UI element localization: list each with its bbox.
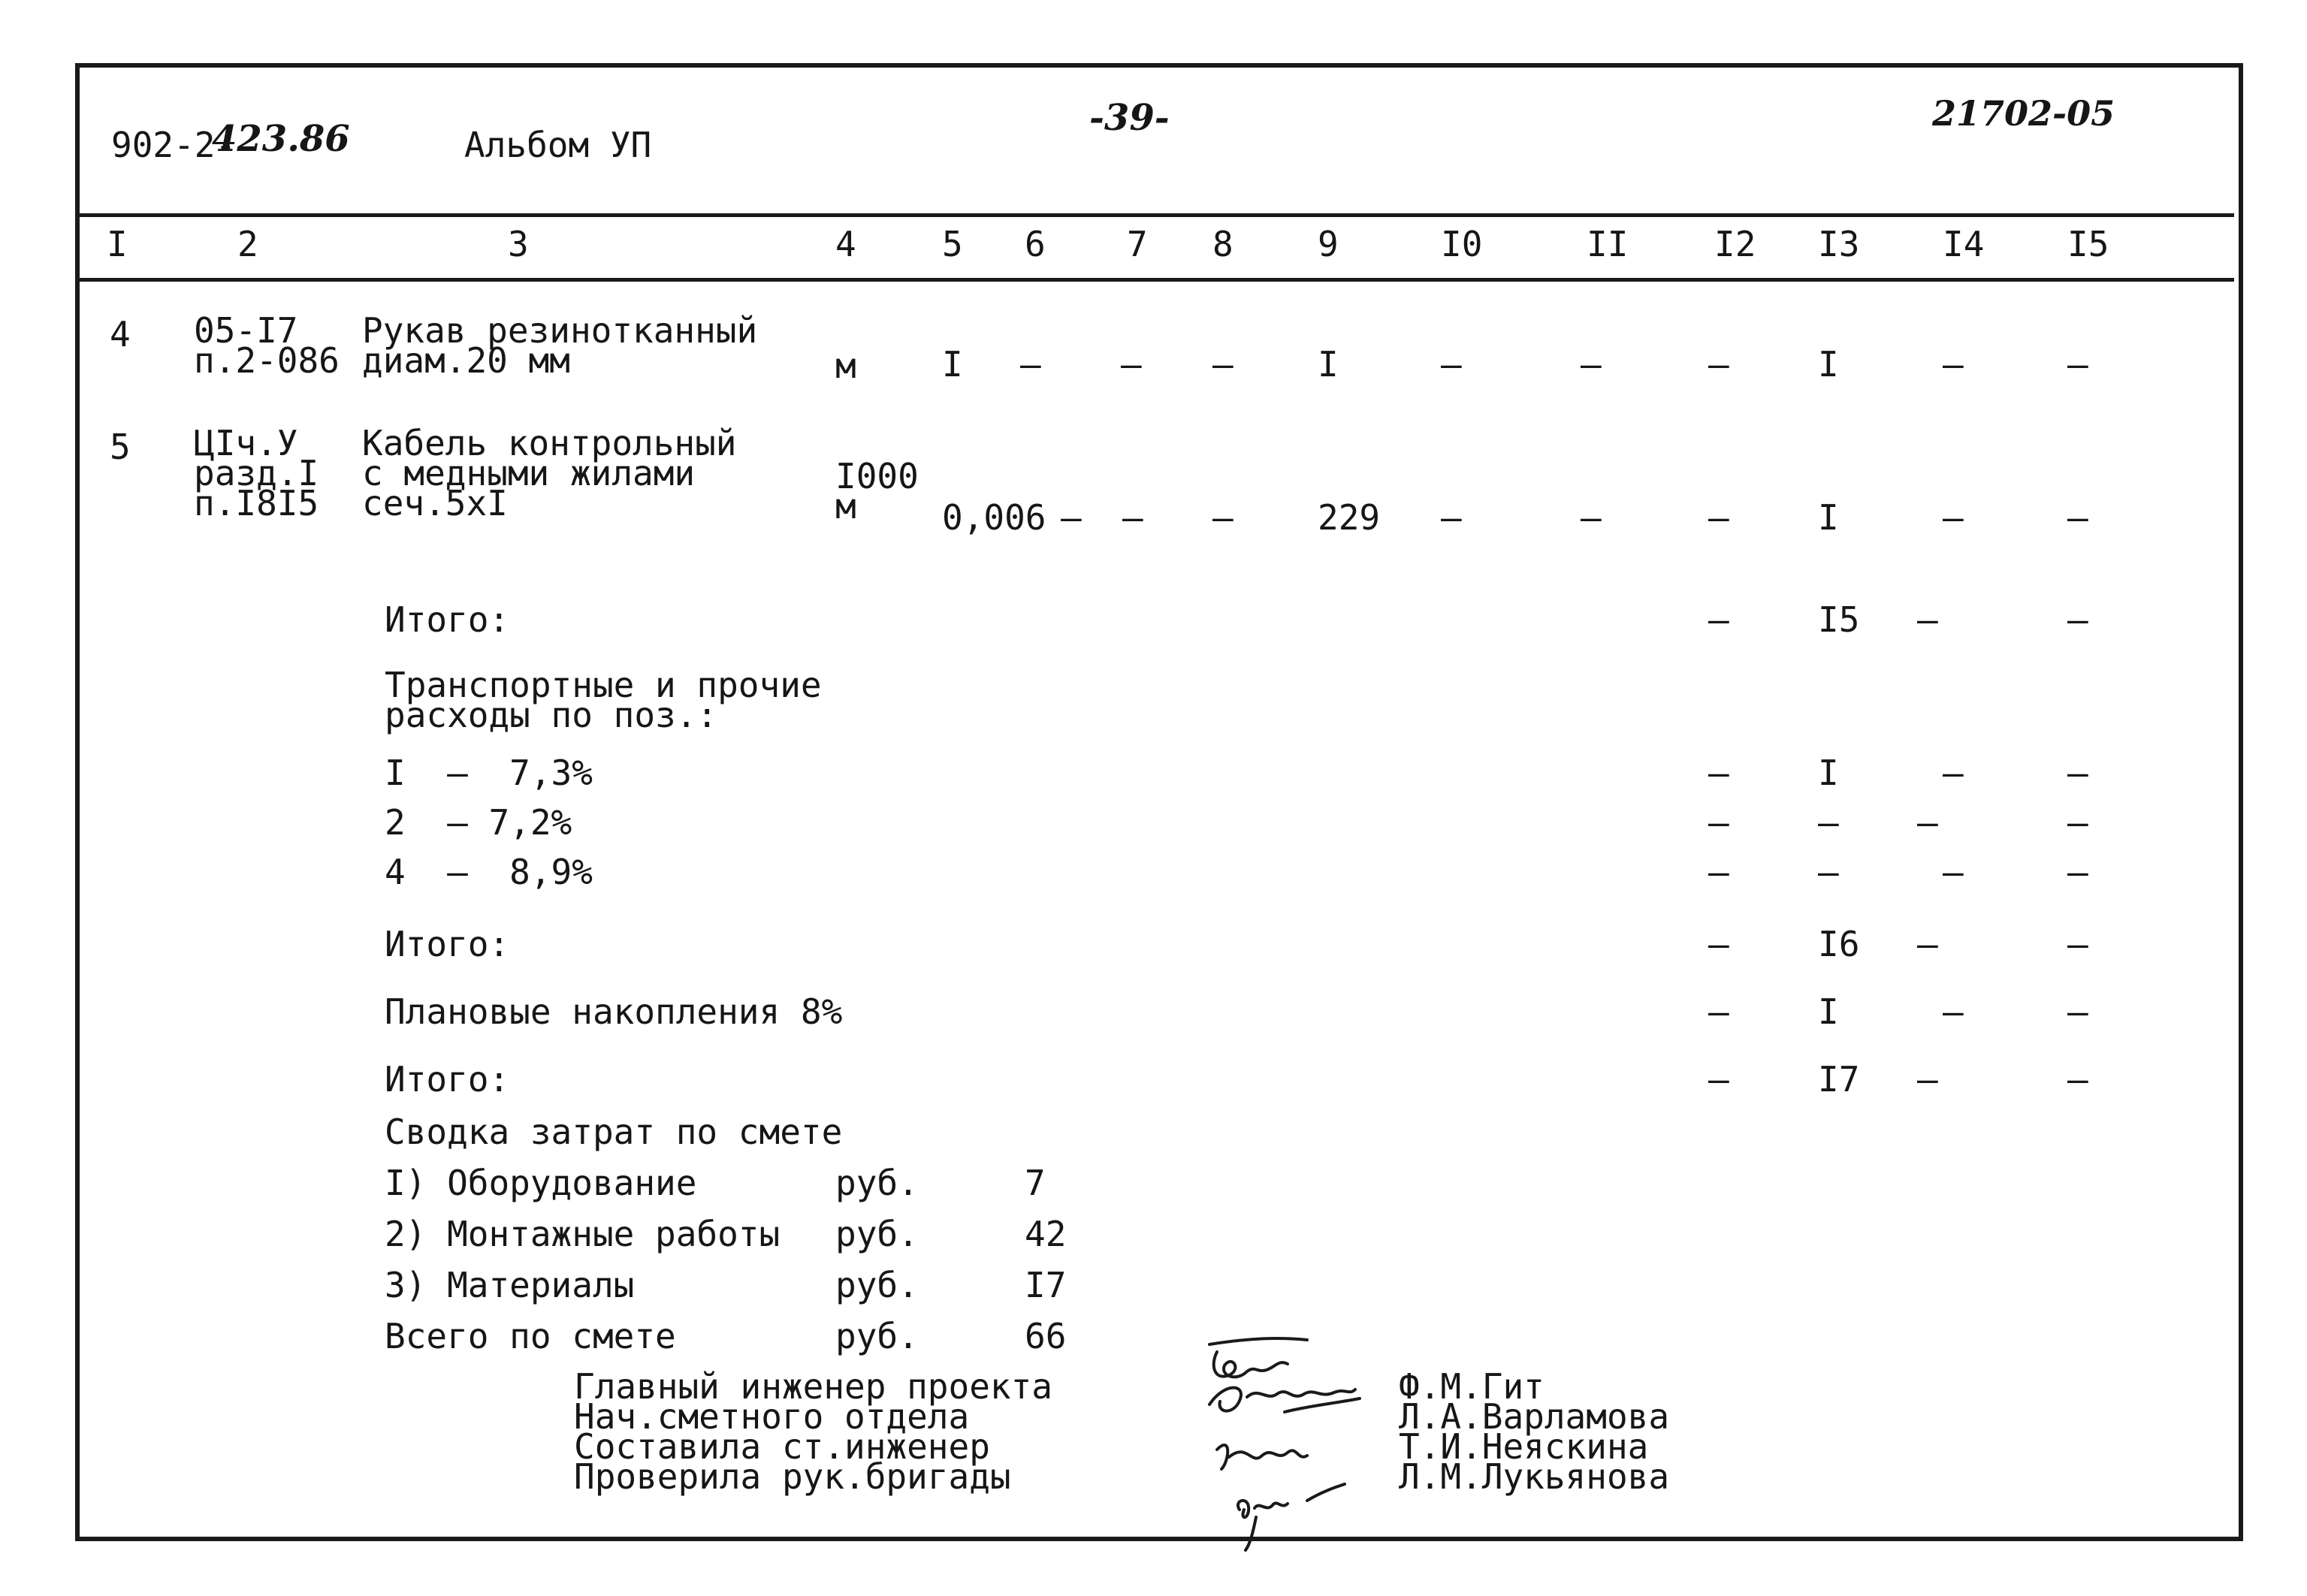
planned-col15: – — [2067, 991, 2088, 1032]
summary-item-unit: руб. — [835, 1316, 919, 1356]
total-col12: – — [1708, 599, 1729, 640]
row-col7: – — [1122, 497, 1143, 538]
page-number: -39- — [1089, 97, 1170, 139]
transport-col15: – — [2067, 753, 2088, 793]
total-col14: – — [1917, 1059, 1938, 1100]
transport-col13: I — [1818, 753, 1839, 793]
total-col13: I6 — [1818, 924, 1860, 964]
row-col12: – — [1708, 497, 1729, 538]
row-col13: I — [1818, 497, 1839, 538]
row-qty: I — [942, 344, 963, 385]
row-col10: – — [1441, 497, 1462, 538]
header-rule-bottom — [80, 278, 2234, 282]
handwritten-signatures — [1194, 1329, 1405, 1555]
transport-item: 2 – 7,2% — [385, 802, 572, 843]
row-code: 05-I7 п.2-086 — [194, 310, 340, 381]
transport-col12: – — [1708, 753, 1729, 793]
summary-item-value: 7 — [1025, 1163, 1046, 1203]
total-col14: – — [1917, 599, 1938, 640]
col-header-5: 5 — [942, 224, 963, 264]
col-header-4: 4 — [835, 224, 856, 264]
summary-item-value: 66 — [1025, 1316, 1067, 1356]
col-header-2: 2 — [237, 224, 258, 264]
header-rule-top — [80, 213, 2234, 217]
row-col7: – — [1121, 344, 1142, 385]
total-col15: – — [2067, 1059, 2088, 1100]
total-label: Итого: — [385, 924, 510, 964]
summary-item-unit: руб. — [835, 1214, 919, 1254]
transport-col15: – — [2067, 802, 2088, 843]
row-col8: – — [1212, 497, 1234, 538]
transport-label: Транспортные и прочие расходы по поз.: — [385, 665, 822, 735]
total-col12: – — [1708, 924, 1729, 964]
planned-col12: – — [1708, 991, 1729, 1032]
planned-col13: I — [1818, 991, 1839, 1032]
transport-col14: – — [1943, 852, 1964, 892]
row-col14: – — [1943, 344, 1964, 385]
planned-col14: – — [1943, 991, 1964, 1032]
col-header-3: 3 — [508, 224, 529, 264]
summary-item-label: 2) Монтажные работы — [385, 1214, 781, 1254]
col-header-1: I — [107, 224, 128, 264]
transport-col14: – — [1943, 753, 1964, 793]
summary-item-label: I) Оборудование — [385, 1163, 697, 1203]
row-qty: 0,006 — [942, 497, 1046, 538]
row-col13: I — [1818, 344, 1839, 385]
col-header-14: I4 — [1943, 224, 1985, 264]
total-col15: – — [2067, 924, 2088, 964]
summary-item-label: 3) Материалы — [385, 1265, 635, 1305]
col-header-8: 8 — [1212, 224, 1234, 264]
total-col15: – — [2067, 599, 2088, 640]
row-col10: – — [1441, 344, 1462, 385]
row-name: Кабель контрольный с медными жилами сеч.5хI — [362, 423, 737, 523]
col-header-11: II — [1587, 224, 1629, 264]
row-col11: – — [1581, 344, 1602, 385]
summary-item-value: 42 — [1025, 1214, 1067, 1254]
total-col12: – — [1708, 1059, 1729, 1100]
transport-col13: – — [1818, 852, 1839, 892]
summary-item-unit: руб. — [835, 1163, 919, 1203]
transport-col13: – — [1818, 802, 1839, 843]
row-col12: – — [1708, 344, 1729, 385]
col-header-9: 9 — [1318, 224, 1339, 264]
row-position: 4 — [110, 314, 131, 354]
row-col9: I — [1318, 344, 1339, 385]
transport-col15: – — [2067, 852, 2088, 892]
document-code: 21702-05 — [1932, 93, 2115, 134]
col-header-6: 6 — [1025, 224, 1046, 264]
row-unit: м — [835, 345, 856, 386]
row-col8: – — [1212, 344, 1234, 385]
doc-number: 423.86 — [212, 118, 350, 160]
row-col6: – — [1061, 497, 1082, 538]
signature-roles: Главный инженер проекта Нач.сметного отдела Составила ст.инженер Проверила рук.бригады — [574, 1366, 1052, 1497]
row-col9: 229 — [1318, 497, 1381, 538]
row-name: Рукав резинотканный диам.20 мм — [362, 310, 758, 381]
row-col15: – — [2067, 497, 2088, 538]
row-col6: – — [1020, 344, 1041, 385]
row-col14: – — [1943, 497, 1964, 538]
planned-label: Плановые накопления 8% — [385, 991, 843, 1032]
transport-col14: – — [1917, 802, 1938, 843]
summary-item-label: Всего по смете — [385, 1316, 676, 1356]
transport-item: 4 – 8,9% — [385, 852, 593, 892]
row-col15: – — [2067, 344, 2088, 385]
total-label: Итого: — [385, 1059, 510, 1100]
doc-prefix: 902-2- — [111, 125, 237, 165]
signature-names: Ф.М.Гит Л.А.Варламова Т.И.Неяскина Л.М.Лукьянова — [1399, 1366, 1670, 1497]
total-label: Итого: — [385, 599, 510, 640]
total-col13: I7 — [1818, 1059, 1860, 1100]
row-unit: I000 м — [835, 456, 919, 526]
row-position: 5 — [110, 427, 131, 467]
total-col14: – — [1917, 924, 1938, 964]
row-col11: – — [1581, 497, 1602, 538]
row-code: ЦIч.У разд.I п.I8I5 — [194, 423, 319, 523]
summary-title: Сводка затрат по смете — [385, 1112, 843, 1152]
col-header-7: 7 — [1127, 224, 1148, 264]
total-col13: I5 — [1818, 599, 1860, 640]
col-header-15: I5 — [2067, 224, 2109, 264]
col-header-13: I3 — [1818, 224, 1860, 264]
transport-col12: – — [1708, 802, 1729, 843]
transport-item: I – 7,3% — [385, 753, 593, 793]
col-header-12: I2 — [1714, 224, 1756, 264]
summary-item-unit: руб. — [835, 1265, 919, 1305]
col-header-10: I0 — [1441, 224, 1483, 264]
album-label: Альбом УП — [464, 125, 652, 165]
transport-col12: – — [1708, 852, 1729, 892]
summary-item-value: I7 — [1025, 1265, 1067, 1305]
